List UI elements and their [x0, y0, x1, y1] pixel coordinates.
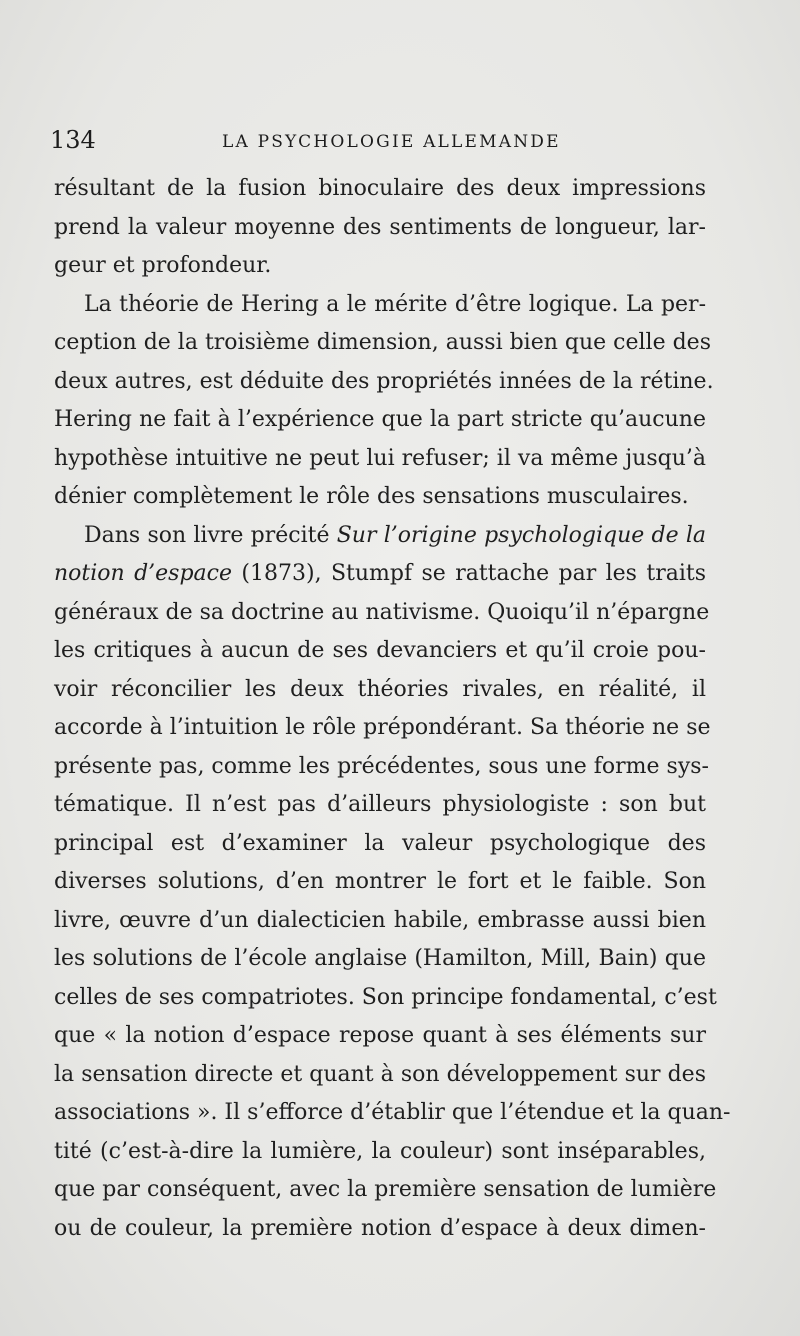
running-head: LA PSYCHOLOGIE ALLEMANDE [222, 132, 561, 152]
text-line: celles de ses compatriotes. Son principe fondamental, c’est [54, 984, 717, 1010]
text-line: livre, œuvre d’un dialecticien habile, embrasse aussi bien [54, 907, 706, 933]
text-line: associations ». Il s’efforce d’établir que l’étendue et la quan- [54, 1100, 731, 1125]
italic-title: notion d’espace [54, 561, 233, 586]
text-run: (1873), Stumpf se rattache par les traits [232, 561, 706, 586]
text-line: La théorie de Hering a le mérite d’être logique. La per- [84, 291, 706, 317]
text-line: tité (c’est-à-dire la lumière, la couleur) sont inséparables, [54, 1138, 706, 1164]
text-line: dénier complètement le rôle des sensations musculaires. [54, 484, 689, 509]
text-line: présente pas, comme les précédentes, sous une forme sys- [54, 753, 709, 779]
text-line: la sensation directe et quant à son développement sur des [54, 1061, 706, 1087]
text-line: accorde à l’intuition le rôle prépondérant. Sa théorie ne se [54, 715, 711, 740]
text-line: geur et profondeur. [54, 253, 272, 278]
text-line: résultant de la fusion binoculaire des deux impressions [54, 176, 706, 201]
text-line: les solutions de l’école anglaise (Hamilton, Mill, Bain) que [54, 946, 706, 971]
text-line: prend la valeur moyenne des sentiments de longueur, lar- [54, 214, 706, 240]
text-line: ou de couleur, la première notion d’espace à deux dimen- [54, 1215, 706, 1241]
text-line: deux autres, est déduite des propriétés innées de la rétine. [54, 368, 714, 394]
italic-title: Sur l’origine psychologique de la [336, 522, 706, 548]
text-line [54, 555, 706, 594]
text-line: généraux de sa doctrine au nativisme. Quoiqu’il n’épargne [54, 599, 710, 625]
body-text [54, 170, 731, 1248]
text-line: hypothèse intuitive ne peut lui refuser; il va même jusqu’à [54, 445, 706, 471]
text-line: diverses solutions, d’en montrer le fort et le faible. Son [54, 869, 706, 894]
text-run: Dans son livre précité [84, 522, 337, 548]
text-line: les critiques à aucun de ses devanciers et qu’il croie pou- [54, 638, 706, 663]
text-line: Hering ne fait à l’expérience que la part stricte qu’aucune [54, 407, 706, 432]
text-line: que « la notion d’espace repose quant à ses éléments sur [54, 1023, 706, 1048]
page-number: 134 [50, 126, 96, 154]
text-line: tématique. Il n’est pas d’ailleurs physiologiste : son but [54, 792, 706, 817]
text-line: que par conséquent, avec la première sensation de lumière [54, 1177, 717, 1202]
text-line: voir réconcilier les deux théories rivales, en réalité, il [54, 676, 706, 702]
text-line [54, 517, 706, 556]
text-line: principal est d’examiner la valeur psychologique des [54, 830, 706, 856]
page-header [50, 126, 710, 160]
text-line: ception de la troisième dimension, aussi bien que celle des [54, 330, 711, 355]
